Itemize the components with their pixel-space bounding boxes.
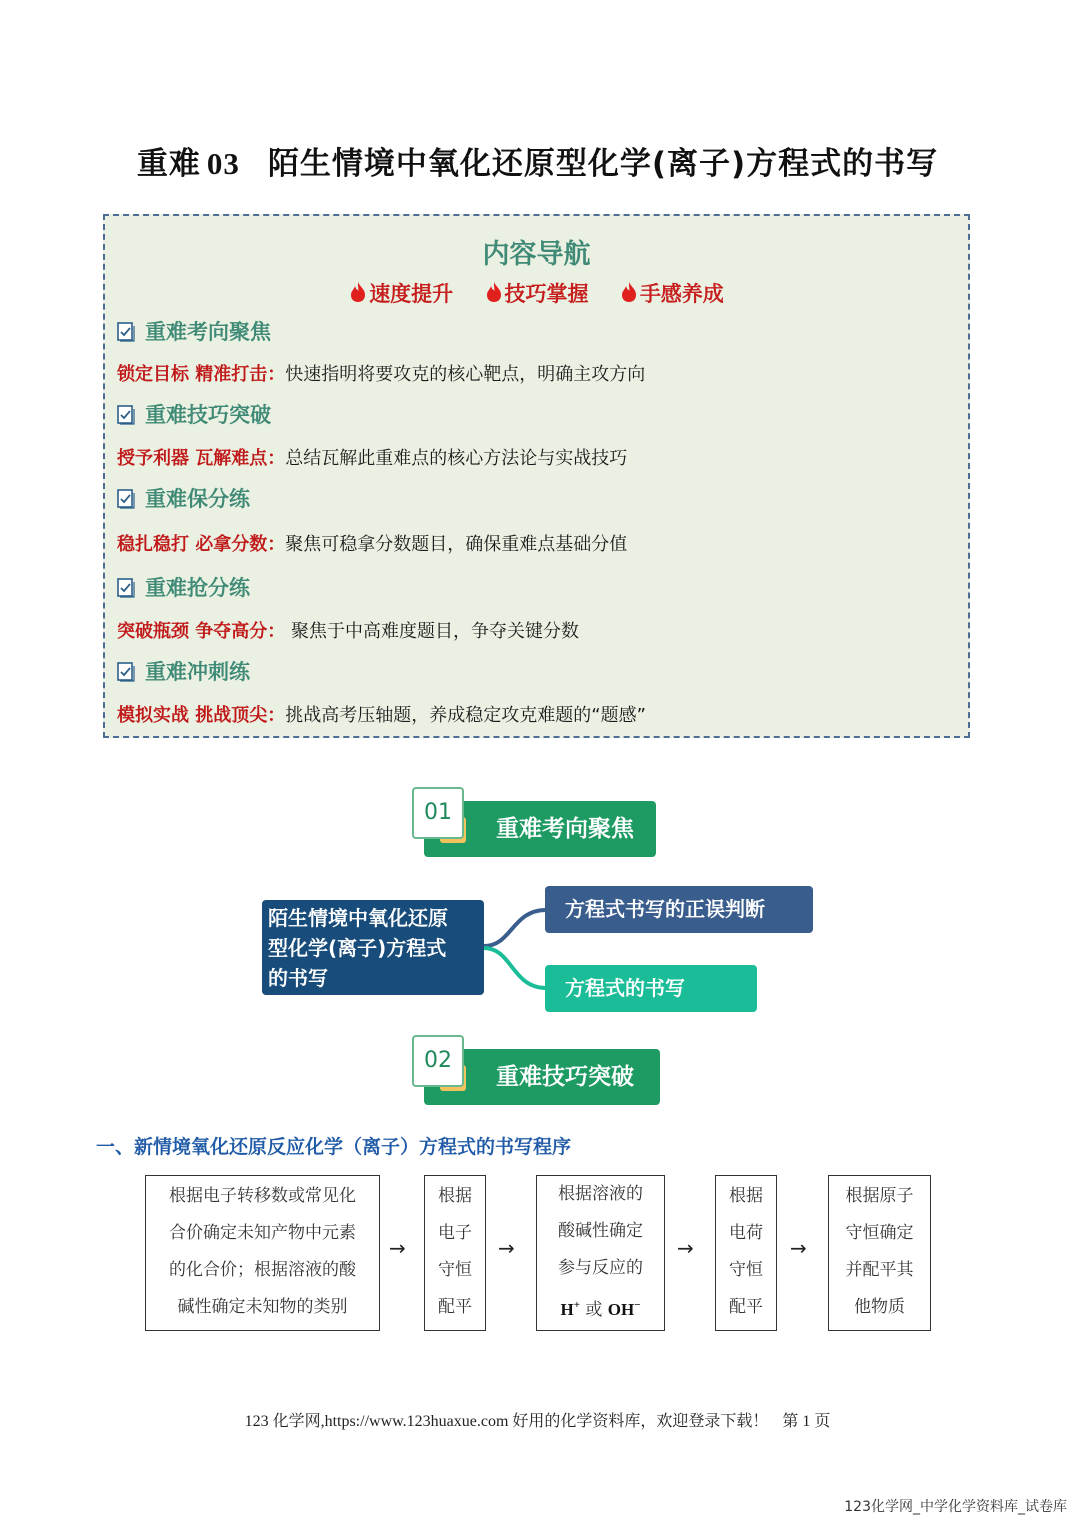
page-title bbox=[0, 138, 1075, 183]
mindmap-branch-node: 方程式书写的正误判断 bbox=[545, 886, 813, 933]
checklist-icon bbox=[117, 578, 135, 598]
checklist-icon bbox=[117, 662, 135, 682]
nav-section-title: 重难考向聚焦 bbox=[117, 316, 271, 346]
banner-number: 02 bbox=[412, 1035, 464, 1087]
page-number: 第 1 页 bbox=[782, 1413, 831, 1430]
flow-arrow: → bbox=[790, 1236, 807, 1260]
flow-arrow: → bbox=[677, 1236, 694, 1260]
flame-icon bbox=[349, 281, 367, 303]
nav-tag: 手感养成 bbox=[620, 278, 724, 308]
watermark: 123化学网_中学化学资料库_试卷库 bbox=[844, 1499, 1067, 1515]
nav-section-desc: 锁定目标 精准打击：快速指明将要攻克的核心靶点，明确主攻方向 bbox=[117, 364, 646, 385]
nav-section-desc: 稳扎稳打 必拿分数：聚焦可稳拿分数题目，确保重难点基础分值 bbox=[117, 534, 628, 555]
banner-number: 01 bbox=[412, 787, 464, 839]
ion-line: H+ 或 OH− bbox=[560, 1299, 641, 1320]
title-text: 陌生情境中氧化还原型化学(离子)方程式的书写 bbox=[267, 146, 939, 182]
flow-step: 根据 电子 守恒 配平 bbox=[424, 1175, 486, 1331]
flow-step: 根据电子转移数或常见化 合价确定未知产物中元素 的化合价；根据溶液的酸 碱性确定未知物的类别 bbox=[145, 1175, 380, 1331]
section-banner-02 bbox=[412, 1035, 662, 1107]
footer-site: 123 化学网,https://www.123huaxue.com bbox=[244, 1413, 509, 1430]
banner-label: 重难考向聚焦 bbox=[496, 816, 634, 842]
flow-step: 根据溶液的 酸碱性确定 参与反应的 H+ 或 OH− bbox=[536, 1175, 665, 1331]
nav-tag: 技巧掌握 bbox=[485, 278, 589, 308]
procedure-heading: 一、新情境氧化还原反应化学（离子）方程式的书写程序 bbox=[96, 1136, 572, 1158]
flow-arrow: → bbox=[389, 1236, 406, 1260]
title-prefix: 重难 bbox=[136, 146, 201, 182]
nav-section-title: 重难保分练 bbox=[117, 483, 250, 513]
nav-heading: 内容导航 bbox=[482, 239, 591, 270]
flame-icon bbox=[620, 281, 638, 303]
mindmap-connectors bbox=[484, 880, 554, 1020]
section-banner-01 bbox=[412, 787, 662, 859]
nav-section-desc: 模拟实战 挑战顶尖：挑战高考压轴题，养成稳定攻克难题的“题感” bbox=[117, 705, 646, 726]
mindmap-center-node: 陌生情境中氧化还原 型化学(离子)方程式 的书写 bbox=[262, 900, 484, 995]
page-footer bbox=[0, 1408, 1075, 1431]
nav-section-title: 重难技巧突破 bbox=[117, 399, 271, 429]
flow-step: 根据 电荷 守恒 配平 bbox=[715, 1175, 777, 1331]
checklist-icon bbox=[117, 322, 135, 342]
nav-section-title: 重难冲刺练 bbox=[117, 656, 250, 686]
nav-section-desc: 突破瓶颈 争夺高分： 聚焦于中高难度题目，争夺关键分数 bbox=[117, 621, 580, 642]
flame-icon bbox=[485, 281, 503, 303]
nav-tags bbox=[105, 278, 968, 308]
footer-slogan: 好用的化学资料库，欢迎登录下载！ bbox=[512, 1411, 769, 1430]
flow-step: 根据原子 守恒确定 并配平其 他物质 bbox=[828, 1175, 931, 1331]
mindmap-branch-node: 方程式的书写 bbox=[545, 965, 757, 1012]
checklist-icon bbox=[117, 405, 135, 425]
checklist-icon bbox=[117, 489, 135, 509]
title-number: 03 bbox=[206, 146, 240, 181]
nav-section-title: 重难抢分练 bbox=[117, 572, 250, 602]
nav-tag: 速度提升 bbox=[349, 278, 453, 308]
content-navigation-box bbox=[103, 214, 970, 738]
nav-section-desc: 授予利器 瓦解难点：总结瓦解此重难点的核心方法论与实战技巧 bbox=[117, 448, 628, 469]
banner-label: 重难技巧突破 bbox=[496, 1064, 634, 1090]
flow-arrow: → bbox=[498, 1236, 515, 1260]
